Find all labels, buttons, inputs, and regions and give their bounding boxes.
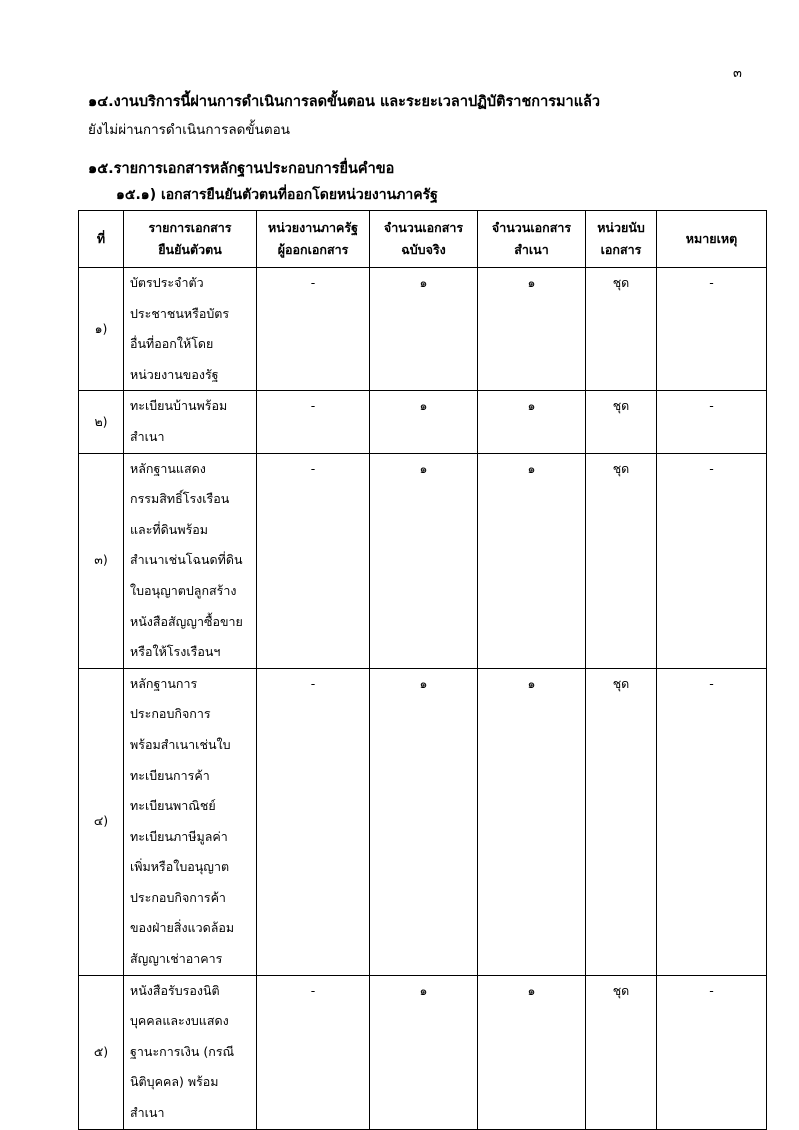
section-14-heading: ๑๔.งานบริการนี้ผ่านการดำเนินการลดขั้นตอน และระยะเวลาปฏิบัติราชการมาแล้ว <box>88 94 601 110</box>
table-row <box>79 668 767 975</box>
copy-count: ๑ <box>478 391 586 453</box>
document-name-line: ทะเบียนบ้านพร้อม <box>130 398 228 414</box>
document-name-line: กรรมสิทธิ์โรงเรือน <box>130 491 230 507</box>
note: - <box>657 975 767 1129</box>
section-14-text: ยังไม่ผ่านการดำเนินการลดขั้นตอน <box>88 122 290 138</box>
unit: ชุด <box>586 391 657 453</box>
document-name-line: นิติบุคคล) พร้อม <box>130 1074 219 1090</box>
document-name-line: สำเนา <box>130 428 165 444</box>
document-name-line: อื่นที่ออกให้โดย <box>130 336 214 352</box>
header-original-count: จำนวนเอกสาร ฉบับจริง <box>370 211 478 268</box>
document-name-line: ทะเบียนภาษีมูลค่า <box>130 828 228 844</box>
document-name-line: ใบอนุญาตปลูกสร้าง <box>130 582 237 598</box>
row-number: ๓) <box>79 453 124 668</box>
document-name-line: และที่ดินพร้อม <box>130 521 209 537</box>
documents-table <box>78 210 767 1130</box>
document-name <box>124 268 257 391</box>
document-name-line: ฐานะการเงิน (กรณี <box>130 1043 235 1059</box>
copy-count: ๑ <box>478 453 586 668</box>
row-number: ๒) <box>79 391 124 453</box>
header-copy-count: จำนวนเอกสาร สำเนา <box>478 211 586 268</box>
section-15-1-heading: ๑๕.๑) เอกสารยืนยันตัวตนที่ออกโดยหน่วยงานภาครัฐ <box>116 187 438 203</box>
document-name-line: หนังสือรับรองนิติ <box>130 982 220 998</box>
document-name-line: หรือให้โรงเรือนฯ <box>130 644 221 660</box>
original-count: ๑ <box>370 391 478 453</box>
original-count: ๑ <box>370 975 478 1129</box>
row-number: ๑) <box>79 268 124 391</box>
document-name-line: ของฝ่ายสิ่งแวดล้อม <box>130 920 235 936</box>
unit: ชุด <box>586 668 657 975</box>
issuing-agency: - <box>257 391 370 453</box>
document-name-line: ประกอบกิจการค้า <box>130 889 226 905</box>
table-row <box>79 391 767 453</box>
copy-count: ๑ <box>478 668 586 975</box>
document-name <box>124 668 257 975</box>
unit: ชุด <box>586 268 657 391</box>
issuing-agency: - <box>257 975 370 1129</box>
table-row <box>79 268 767 391</box>
row-number: ๔) <box>79 668 124 975</box>
header-unit: หน่วยนับ เอกสาร <box>586 211 657 268</box>
document-name-line: สำเนาเช่นโฉนดที่ดิน <box>130 552 243 568</box>
issuing-agency: - <box>257 668 370 975</box>
document-name-line: สัญญาเช่าอาคาร <box>130 951 223 967</box>
table-row <box>79 975 767 1129</box>
document-name-line: บัตรประจำตัว <box>130 275 204 290</box>
document-name-line: พร้อมสำเนาเช่นใบ <box>130 736 231 752</box>
document-name-line: ทะเบียนการค้า <box>130 767 210 783</box>
header-issuing-agency: หน่วยงานภาครัฐ ผู้ออกเอกสาร <box>257 211 370 268</box>
document-name-line: ประชาชนหรือบัตร <box>130 305 230 321</box>
document-name-line: หนังสือสัญญาซื้อขาย <box>130 613 243 629</box>
note: - <box>657 453 767 668</box>
note: - <box>657 268 767 391</box>
header-document-name: รายการเอกสาร ยืนยันตัวตน <box>124 211 257 268</box>
document-name <box>124 391 257 453</box>
note: - <box>657 668 767 975</box>
copy-count: ๑ <box>478 268 586 391</box>
document-name-line: หลักฐานแสดง <box>130 460 206 476</box>
original-count: ๑ <box>370 268 478 391</box>
header-note: หมายเหตุ <box>657 211 767 268</box>
document-name <box>124 453 257 668</box>
table-header-row <box>79 211 767 268</box>
section-15-heading: ๑๕.รายการเอกสารหลักฐานประกอบการยื่นคำขอ <box>88 161 395 177</box>
document-name-line: เพิ่มหรือใบอนุญาต <box>130 859 230 875</box>
document-name-line: สำเนา <box>130 1105 165 1121</box>
unit: ชุด <box>586 975 657 1129</box>
note: - <box>657 391 767 453</box>
copy-count: ๑ <box>478 975 586 1129</box>
row-number: ๕) <box>79 975 124 1129</box>
issuing-agency: - <box>257 268 370 391</box>
original-count: ๑ <box>370 668 478 975</box>
issuing-agency: - <box>257 453 370 668</box>
header-no: ที่ <box>79 211 124 268</box>
document-name <box>124 975 257 1129</box>
document-name-line: ทะเบียนพาณิชย์ <box>130 798 216 814</box>
document-name-line: ประกอบกิจการ <box>130 706 211 722</box>
unit: ชุด <box>586 453 657 668</box>
original-count: ๑ <box>370 453 478 668</box>
document-name-line: หน่วยงานของรัฐ <box>130 366 219 382</box>
document-name-line: บุคคลและงบแสดง <box>130 1013 229 1029</box>
document-name-line: หลักฐานการ <box>130 675 198 691</box>
page-number: ๓ <box>733 66 742 81</box>
table-row <box>79 453 767 668</box>
